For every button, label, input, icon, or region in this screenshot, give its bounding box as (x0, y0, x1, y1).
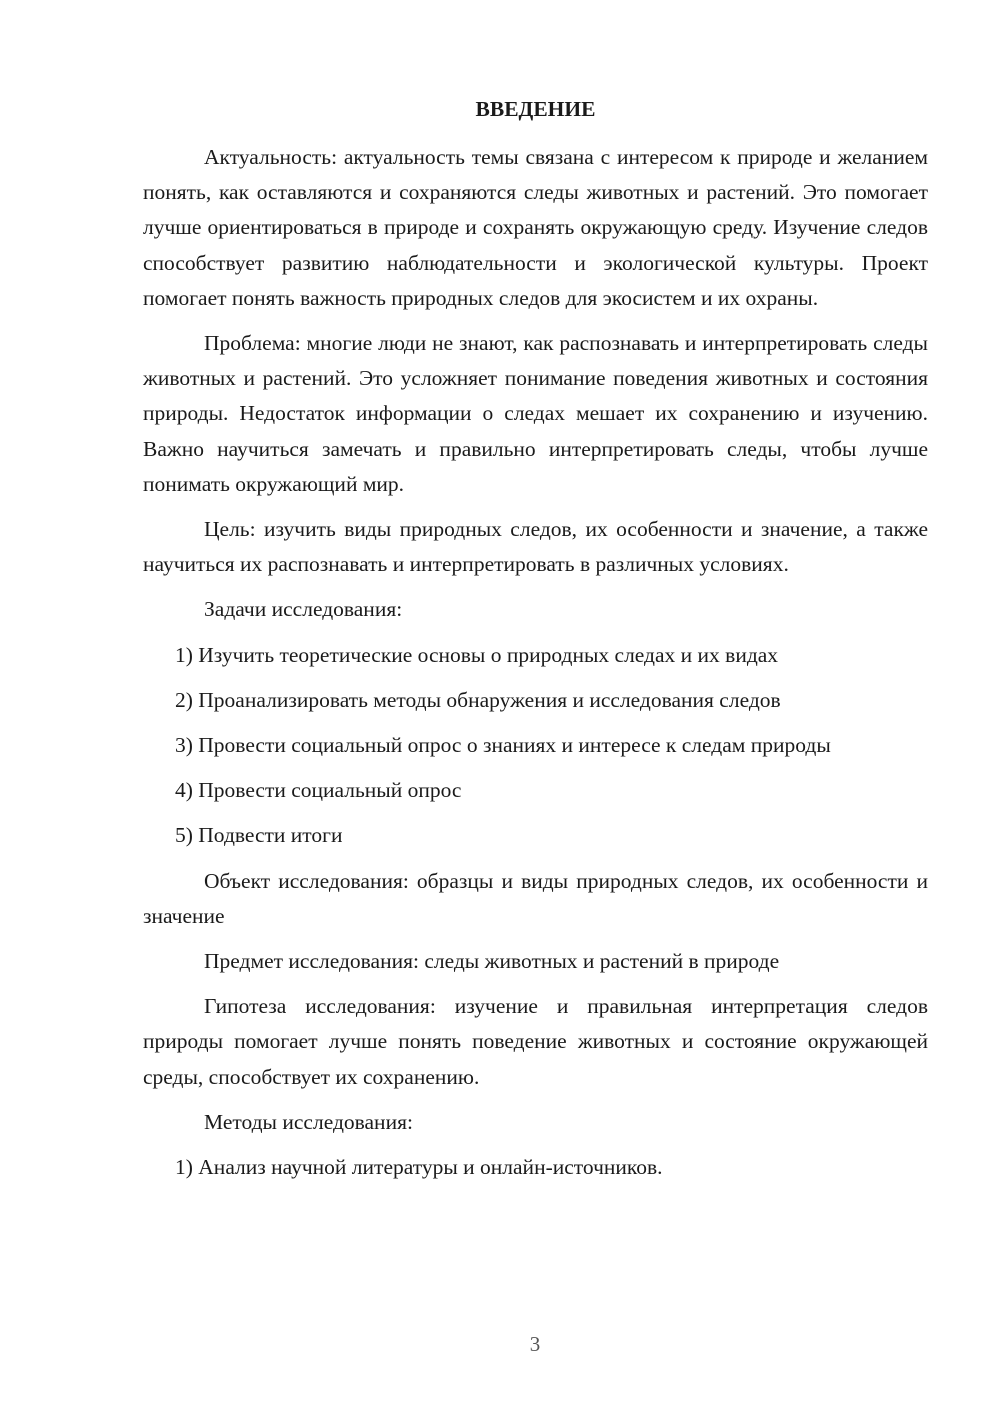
page-content (143, 92, 928, 1195)
tasks-heading: Задачи исследования: (204, 597, 403, 622)
task-item: 4) Провести социальный опрос (175, 778, 462, 803)
task-item: 2) Проанализировать методы обнаружения и исследования следов (175, 687, 781, 712)
method-item: 1) Анализ научной литературы и онлайн-источников. (175, 1155, 663, 1180)
problem-paragraph: Проблема: многие люди не знают, как распознавать и интерпретировать следы животных и растений. Это усложняет понимание поведения животных и состояния природы. Недостаток информации о следах мешает их сохранению и изучению. Важно научиться замечать и правильно интерпретировать следы, чтобы лучше понимать окружающий мир. (143, 331, 928, 496)
task-item: 3) Провести социальный опрос о знаниях и интересе к следам природы (175, 733, 831, 758)
page-number: 3 (529, 1332, 541, 1356)
task-item: 5) Подвести итоги (175, 823, 343, 848)
object-paragraph: Объект исследования: образцы и виды природных следов, их особенности и значение (143, 868, 928, 928)
subject-paragraph: Предмет исследования: следы животных и растений в природе (204, 949, 780, 974)
hypothesis-paragraph: Гипотеза исследования: изучение и правильная интерпретация следов природы помогает лучше понять поведение животных и состояние окружающей среды, способствует их сохранению. (143, 994, 928, 1089)
page-title: ВВЕДЕНИЕ (475, 97, 596, 121)
relevance-paragraph: Актуальность: актуальность темы связана с интересом к природе и желанием понять, как оставляются и сохраняются следы животных и растений. Это помогает лучше ориентироваться в природе и сохранять окружающую среду. Изучение следов способствует развитию наблюдательности и экологической культуры. Проект помогает понять важность природных следов для экосистем и их охраны. (143, 145, 928, 310)
methods-heading: Методы исследования: (204, 1109, 413, 1134)
task-item: 1) Изучить теоретические основы о природных следах и их видах (175, 642, 779, 667)
goal-paragraph: Цель: изучить виды природных следов, их особенности и значение, а также научиться их распознавать и интерпретировать в различных условиях. (143, 517, 928, 577)
